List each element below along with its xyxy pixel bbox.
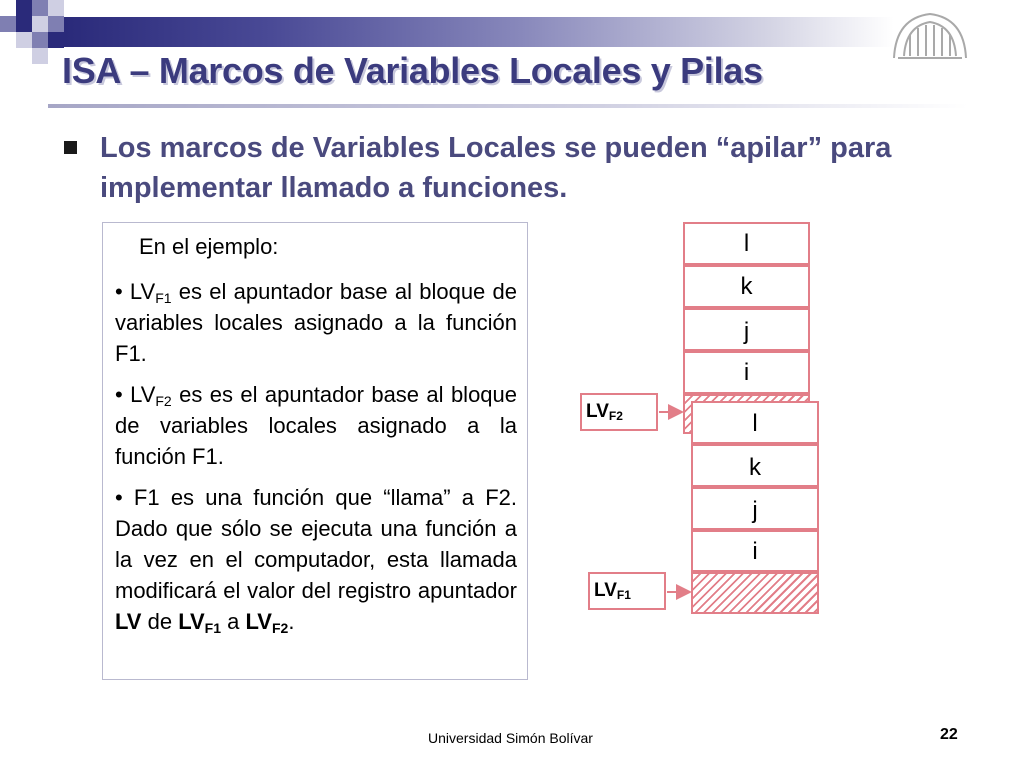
- stack-upper-cell-l: l: [683, 222, 810, 265]
- stack-lower-cell-l: l: [691, 401, 819, 444]
- page-number: 22: [940, 726, 958, 743]
- footer-university: Universidad Simón Bolívar: [428, 730, 593, 746]
- paragraph-lvf1: • $LV_{F1}$ es el apuntador base al bloque de variables locales asignado a la función F1.: [115, 279, 517, 366]
- stack-lower-cell-k: k: [691, 444, 819, 487]
- paragraph-f1-calls-f2: • F1 es una función que “llama” a F2. Dado que sólo se ejecuta una función a la vez en el computador, esta llamada modificará el valor del registro apuntador LV de $LV_{F1}$ a $LV_{F2}$.: [115, 485, 517, 636]
- stack-lower-cell-j: j: [691, 487, 819, 530]
- pointer-lv-f2: $LV_{F2}$: [580, 393, 658, 431]
- stack-upper-cell-j: j: [683, 308, 810, 351]
- paragraph-lvf2: • $LV_{F2}$ es es el apuntador base al bloque de variables locales asignado a la función F1.: [115, 382, 518, 469]
- main-bullet: Los marcos de Variables Locales se pueden “apilar” para implementar llamado a funciones.: [100, 132, 892, 204]
- stack-upper-cell-k: k: [683, 265, 810, 308]
- slide-title: ISA – Marcos de Variables Locales y Pilas: [62, 50, 763, 91]
- example-intro: En el ejemplo:: [139, 234, 279, 259]
- pointer-lv-f1: $LV_{F1}$: [588, 572, 666, 610]
- stack-upper-cell-i: i: [683, 351, 810, 394]
- stack-lower-cell-i: i: [691, 530, 819, 572]
